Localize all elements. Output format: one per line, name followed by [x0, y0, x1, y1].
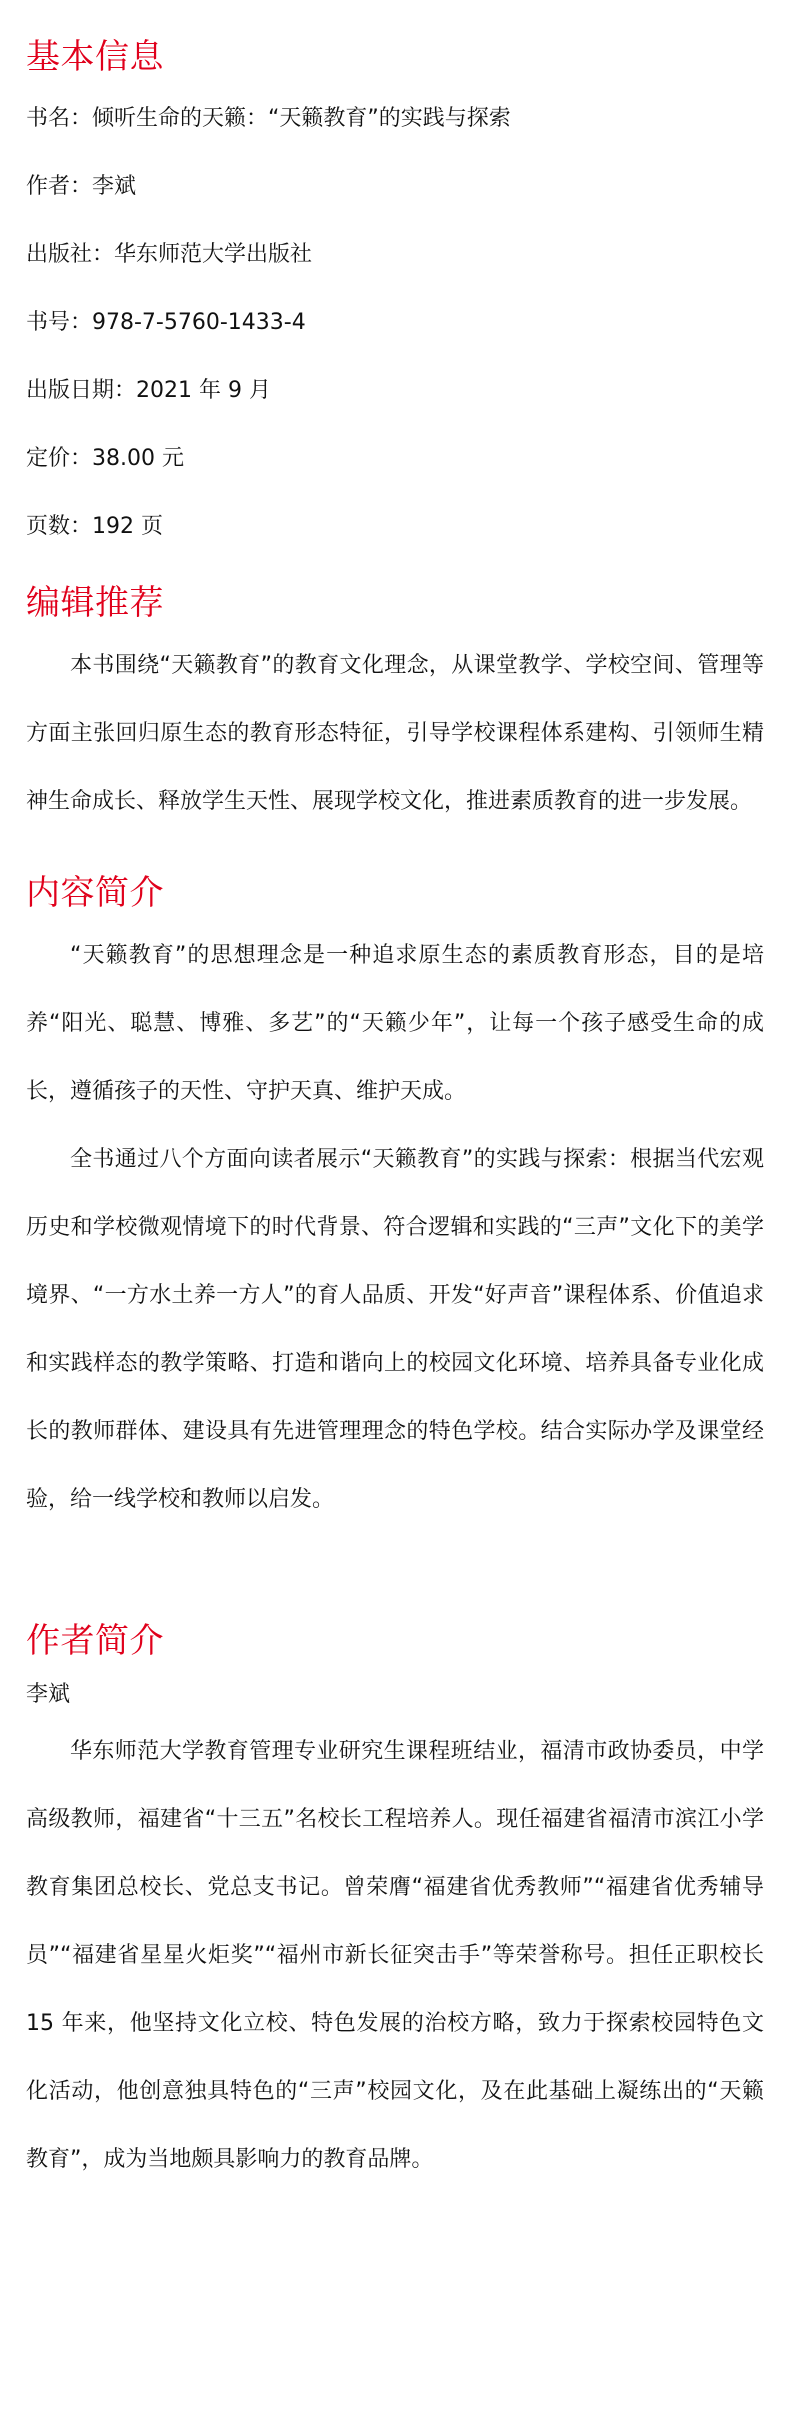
- author-name: 李斌: [26, 1682, 71, 1707]
- content-intro-heading: 内容简介: [26, 873, 164, 913]
- author-bio-paragraph: 华东师范大学教育管理专业研究生课程班结业，福清市政协委员，中学高级教师，福建省“十三五”名校长工程培养人。现任福建省福清市滨江小学教育集团总校长、党总支书记。曾荣膺“福建省优秀教师”“福建省优秀辅导员”“福建省星星火炬奖”“福州市新长征突击手”等荣誉称号。担任正职校长 15 年来，他坚持文化立校、特色发展的治校方略，致力于探索校园特色文化活动，他创意独具特色的“三声”校园文化，及在此基础上凝练出的“天籁教育”，成为当地颇具影响力的教育品牌。: [26, 1739, 764, 2172]
- author-intro-section: [26, 1621, 764, 2194]
- publish-date-line: 出版日期：2021 年 9 月: [26, 378, 271, 403]
- author-line: 作者：李斌: [26, 174, 137, 199]
- basic-info-section: [26, 0, 764, 538]
- editor-recommend-heading: 编辑推荐: [26, 583, 164, 623]
- price-line: 定价：38.00 元: [26, 446, 184, 471]
- content-intro-paragraph-1: “天籁教育”的思想理念是一种追求原生态的素质教育形态，目的是培养“阳光、聪慧、博雅、多艺”的“天籁少年”，让每一个孩子感受生命的成长，遵循孩子的天性、守护天真、维护天成。: [26, 943, 764, 1104]
- author-intro-heading: 作者简介: [26, 1621, 164, 1661]
- editor-recommend-paragraph: 本书围绕“天籁教育”的教育文化理念，从课堂教学、学校空间、管理等方面主张回归原生态的教育形态特征，引导学校课程体系建构、引领师生精神生命成长、释放学生天性、展现学校文化，推进素质教育的进一步发展。: [26, 653, 764, 814]
- content-intro-section: [26, 873, 764, 1534]
- isbn-line: 书号：978-7-5760-1433-4: [26, 310, 306, 335]
- content-intro-paragraph-2: 全书通过八个方面向读者展示“天籁教育”的实践与探索：根据当代宏观历史和学校微观情境下的时代背景、符合逻辑和实践的“三声”文化下的美学境界、“一方水土养一方人”的育人品质、开发“好声音”课程体系、价值追求和实践样态的教学策略、打造和谐向上的校园文化环境、培养具备专业化成长的教师群体、建设具有先进管理理念的特色学校。结合实际办学及课堂经验，给一线学校和教师以启发。: [26, 1147, 764, 1512]
- book-title-line: 书名：倾听生命的天籁：“天籁教育”的实践与探索: [26, 106, 511, 131]
- basic-info-heading: 基本信息: [26, 37, 164, 77]
- pages-line: 页数：192 页: [26, 514, 163, 539]
- editor-recommend-section: [26, 583, 764, 836]
- publisher-line: 出版社：华东师范大学出版社: [26, 242, 313, 267]
